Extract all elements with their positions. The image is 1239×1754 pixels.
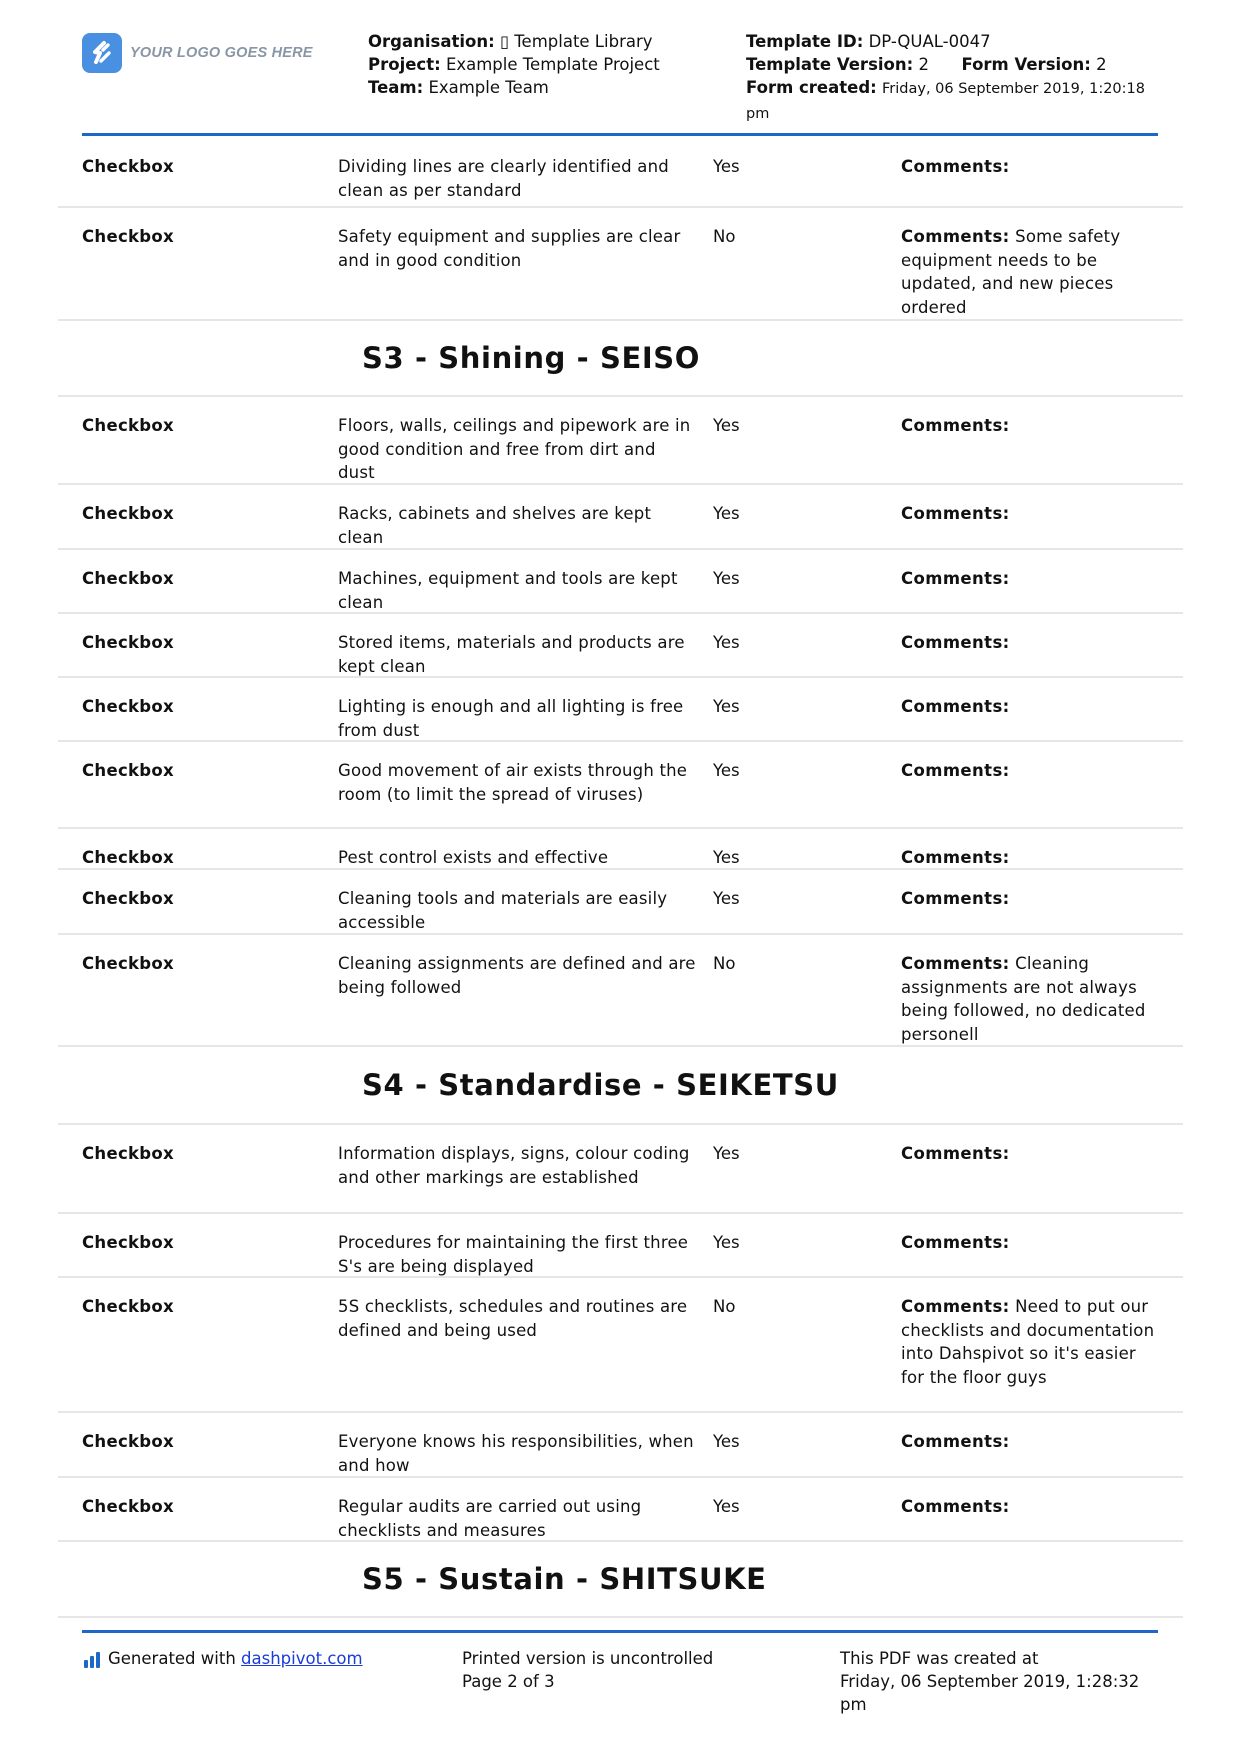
table-row xyxy=(58,550,1183,614)
table-row xyxy=(58,397,1183,485)
form-version-value: 2 xyxy=(1096,55,1107,74)
row-type: Checkbox xyxy=(82,416,174,435)
row-item: Safety equipment and supplies are clear and in good condition xyxy=(338,227,681,270)
row-type: Checkbox xyxy=(82,697,174,716)
row-answer: Yes xyxy=(713,889,740,908)
row-answer: Yes xyxy=(713,1432,740,1451)
row-comment xyxy=(901,225,1161,319)
row-comment xyxy=(901,155,1161,206)
header-template-info xyxy=(746,30,1166,126)
row-answer: Yes xyxy=(713,697,740,716)
comments-label: Comments: xyxy=(901,633,1010,652)
section-title: S3 - Shining - SEISO xyxy=(362,341,701,375)
row-comment xyxy=(901,414,1161,483)
template-id-label: Template ID: xyxy=(746,32,864,51)
team-line xyxy=(368,76,660,99)
project-label: Project: xyxy=(368,55,441,74)
row-item: Information displays, signs, colour coding and other markings are established xyxy=(338,1144,690,1187)
row-answer: Yes xyxy=(713,416,740,435)
organisation-label: Organisation: xyxy=(368,32,495,51)
row-type: Checkbox xyxy=(82,1297,174,1316)
row-item: Good movement of air exists through the room (to limit the spread of viruses) xyxy=(338,761,688,804)
table-row xyxy=(58,870,1183,935)
generated-with xyxy=(84,1647,363,1670)
checklist-content xyxy=(58,138,1183,1618)
dashpivot-link[interactable]: dashpivot.com xyxy=(241,1649,363,1668)
table-row xyxy=(58,678,1183,742)
row-answer: Yes xyxy=(713,1233,740,1252)
row-answer: Yes xyxy=(713,1144,740,1163)
row-answer: No xyxy=(713,227,736,246)
row-item: Stored items, materials and products are kept clean xyxy=(338,633,685,676)
row-type: Checkbox xyxy=(82,1432,174,1451)
row-answer: Yes xyxy=(713,504,740,523)
comments-label: Comments: xyxy=(901,569,1010,588)
section-header-s5 xyxy=(58,1542,1183,1618)
comments-label: Comments: xyxy=(901,1144,1010,1163)
comment-text: Need to put our checklists and documentation into Dahspivot so it's easier for the floor guys xyxy=(901,1297,1155,1387)
team-value: Example Team xyxy=(428,78,549,97)
row-answer: No xyxy=(713,954,736,973)
row-answer: Yes xyxy=(713,1497,740,1516)
table-row xyxy=(58,208,1183,321)
table-row xyxy=(58,829,1183,870)
row-type: Checkbox xyxy=(82,633,174,652)
template-id-value: DP-QUAL-0047 xyxy=(868,32,991,51)
section-title: S4 - Standardise - SEIKETSU xyxy=(362,1068,839,1102)
comments-label: Comments: xyxy=(901,416,1010,435)
team-label: Team: xyxy=(368,78,424,97)
organisation-value: ▯ Template Library xyxy=(499,32,653,51)
row-answer: Yes xyxy=(713,761,740,780)
page-footer xyxy=(0,1630,1239,1754)
comment-text: Some safety equipment needs to be updated, and new pieces ordered xyxy=(901,227,1121,317)
print-info xyxy=(462,1647,713,1693)
row-item: Procedures for maintaining the first three S's are being displayed xyxy=(338,1233,689,1276)
comments-label: Comments: xyxy=(901,848,1010,867)
section-header-s3 xyxy=(58,321,1183,397)
row-comment xyxy=(901,1495,1161,1540)
row-type: Checkbox xyxy=(82,569,174,588)
header-project-info xyxy=(368,30,660,99)
company-logo xyxy=(82,33,313,73)
row-item: Regular audits are carried out using checklists and measures xyxy=(338,1497,642,1540)
comments-label: Comments: xyxy=(901,697,1010,716)
row-comment xyxy=(901,1231,1161,1276)
row-comment xyxy=(901,887,1161,933)
uncontrolled-notice: Printed version is uncontrolled xyxy=(462,1649,714,1668)
row-type: Checkbox xyxy=(82,889,174,908)
comments-label: Comments: xyxy=(901,1432,1010,1451)
row-item: Everyone knows his responsibilities, when and how xyxy=(338,1432,694,1475)
comment-text: Cleaning assignments are not always being followed, no dedicated personell xyxy=(901,954,1146,1044)
row-item: Pest control exists and effective xyxy=(338,848,609,867)
row-item: Dividing lines are clearly identified and clean as per standard xyxy=(338,157,669,200)
row-comment xyxy=(901,695,1161,740)
form-created-label: Form created: xyxy=(746,78,877,97)
organisation-line xyxy=(368,30,660,53)
table-row xyxy=(58,138,1183,208)
comments-label: Comments: xyxy=(901,954,1010,973)
comments-label: Comments: xyxy=(901,157,1010,176)
table-row xyxy=(58,614,1183,678)
table-row xyxy=(58,742,1183,829)
comments-label: Comments: xyxy=(901,1233,1010,1252)
row-type: Checkbox xyxy=(82,504,174,523)
form-version-label: Form Version: xyxy=(961,55,1091,74)
page-header xyxy=(0,0,1239,140)
row-item: 5S checklists, schedules and routines are defined and being used xyxy=(338,1297,688,1340)
header-divider xyxy=(82,133,1158,136)
row-comment xyxy=(901,502,1161,548)
pdf-created-date: Friday, 06 September 2019, 1:28:32 pm xyxy=(840,1672,1140,1714)
dashpivot-bars-icon xyxy=(84,1650,100,1668)
row-type: Checkbox xyxy=(82,1497,174,1516)
comments-label: Comments: xyxy=(901,761,1010,780)
row-type: Checkbox xyxy=(82,227,174,246)
row-answer: Yes xyxy=(713,157,740,176)
form-created-value: Friday, 06 September 2019, 1:20:18 pm xyxy=(746,81,1145,122)
table-row xyxy=(58,935,1183,1047)
row-item: Cleaning tools and materials are easily accessible xyxy=(338,889,668,932)
row-comment xyxy=(901,567,1161,612)
row-type: Checkbox xyxy=(82,954,174,973)
table-row xyxy=(58,1413,1183,1478)
project-value: Example Template Project xyxy=(445,55,660,74)
row-comment xyxy=(901,759,1161,827)
table-row xyxy=(58,1125,1183,1214)
row-type: Checkbox xyxy=(82,1233,174,1252)
row-item: Machines, equipment and tools are kept clean xyxy=(338,569,678,612)
section-title: S5 - Sustain - SHITSUKE xyxy=(362,1562,767,1596)
page-number: Page 2 of 3 xyxy=(462,1672,555,1691)
row-answer: Yes xyxy=(713,848,740,867)
row-comment xyxy=(901,846,1161,868)
row-type: Checkbox xyxy=(82,848,174,867)
row-comment xyxy=(901,952,1161,1045)
template-version-value: 2 xyxy=(918,55,929,74)
row-answer: Yes xyxy=(713,633,740,652)
comments-label: Comments: xyxy=(901,1297,1010,1316)
row-item: Racks, cabinets and shelves are kept clean xyxy=(338,504,652,547)
row-type: Checkbox xyxy=(82,761,174,780)
template-id-line xyxy=(746,30,1166,53)
row-answer: No xyxy=(713,1297,736,1316)
table-row xyxy=(58,1278,1183,1413)
project-line xyxy=(368,53,660,76)
form-created-line xyxy=(746,76,1166,126)
row-type: Checkbox xyxy=(82,1144,174,1163)
pdf-created-info xyxy=(840,1647,1160,1716)
section-header-s4 xyxy=(58,1047,1183,1125)
row-item: Lighting is enough and all lighting is free from dust xyxy=(338,697,684,740)
version-line xyxy=(746,53,1166,76)
comments-label: Comments: xyxy=(901,889,1010,908)
row-answer: Yes xyxy=(713,569,740,588)
comments-label: Comments: xyxy=(901,227,1010,246)
row-item: Cleaning assignments are defined and are being followed xyxy=(338,954,696,997)
row-type: Checkbox xyxy=(82,157,174,176)
row-comment xyxy=(901,1295,1161,1411)
row-comment xyxy=(901,1430,1161,1476)
pdf-created-label: This PDF was created at xyxy=(840,1649,1039,1668)
logo-text: YOUR LOGO GOES HERE xyxy=(130,45,313,61)
row-item: Floors, walls, ceilings and pipework are in good condition and free from dirt and dust xyxy=(338,416,691,482)
comments-label: Comments: xyxy=(901,1497,1010,1516)
table-row xyxy=(58,1214,1183,1278)
table-row xyxy=(58,1478,1183,1542)
template-version-label: Template Version: xyxy=(746,55,914,74)
generated-text: Generated with xyxy=(108,1649,236,1668)
row-comment xyxy=(901,1142,1161,1212)
comments-label: Comments: xyxy=(901,504,1010,523)
row-comment xyxy=(901,631,1161,676)
table-row xyxy=(58,485,1183,550)
footer-divider xyxy=(82,1630,1158,1633)
logo-icon xyxy=(82,33,122,73)
